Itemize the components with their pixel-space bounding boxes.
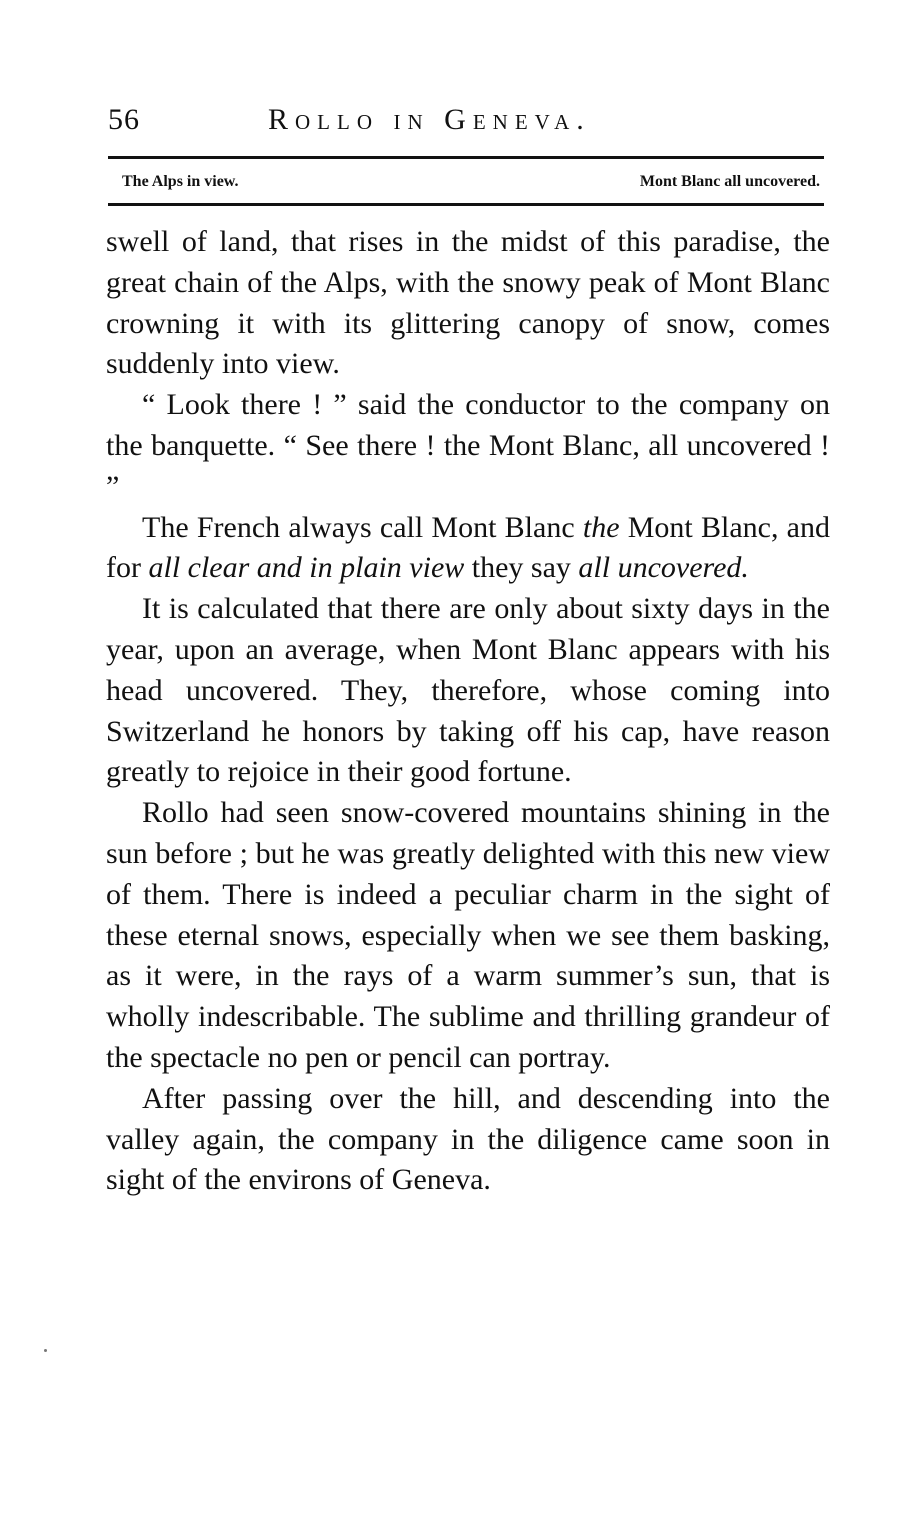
margin-speck	[44, 1349, 47, 1352]
running-head	[108, 100, 828, 140]
book-title: Rollo in Geneva.	[268, 103, 591, 136]
header-rule-bottom	[108, 203, 824, 206]
paragraph-3-text-e: they say	[464, 551, 579, 585]
page-number: 56	[108, 103, 140, 136]
header-rule-top	[108, 156, 824, 159]
paragraph-1: swell of land, that rises in the midst of this paradise, the great chain of the Alps, with the snowy peak of Mont Blanc crowning it with its glittering canopy of snow, comes suddenly into view.	[106, 225, 830, 381]
paragraph-2: “ Look there ! ” said the conductor to the company on the banquette. “ See there ! the Mont Blanc, all uncovered ! ”	[106, 388, 830, 503]
paragraph-3-text-a: The French always call Mont Blanc	[142, 510, 583, 544]
paragraph-4: It is calculated that there are only about sixty days in the year, upon an average, when Mont Blanc appears with his head uncovered. They, therefore, whose coming into Switzerland he honors by taking off his cap, have reason greatly to rejoice in their good fortune.	[106, 592, 830, 789]
subhead-right: Mont Blanc all uncovered.	[639, 173, 820, 190]
paragraph-3	[106, 508, 830, 590]
paragraph-3-italic-the: the	[582, 510, 620, 544]
paragraph-5: Rollo had seen snow-covered mountains shining in the sun before ; but he was greatly delighted with this new view of them. There is indeed a peculiar charm in the sight of these eternal snows, especially when we see them basking, as it were, in the rays of a warm summer’s sun, that is wholly indescribable. The sublime and thrilling grandeur of the spectacle no pen or pencil can portray.	[106, 796, 830, 1074]
paragraph-3-italic-clear: all clear and in plain view	[148, 551, 465, 585]
body-text	[106, 222, 830, 1201]
paragraph-3-text-c: Mont Blanc, and for	[106, 510, 830, 585]
paragraph-6: After passing over the hill, and descending into the valley again, the company in the diligence came soon in sight of the environs of Geneva.	[106, 1081, 830, 1197]
subhead-left: The Alps in view.	[122, 173, 239, 190]
paragraph-3-italic-uncovered: all uncovered.	[578, 551, 749, 585]
